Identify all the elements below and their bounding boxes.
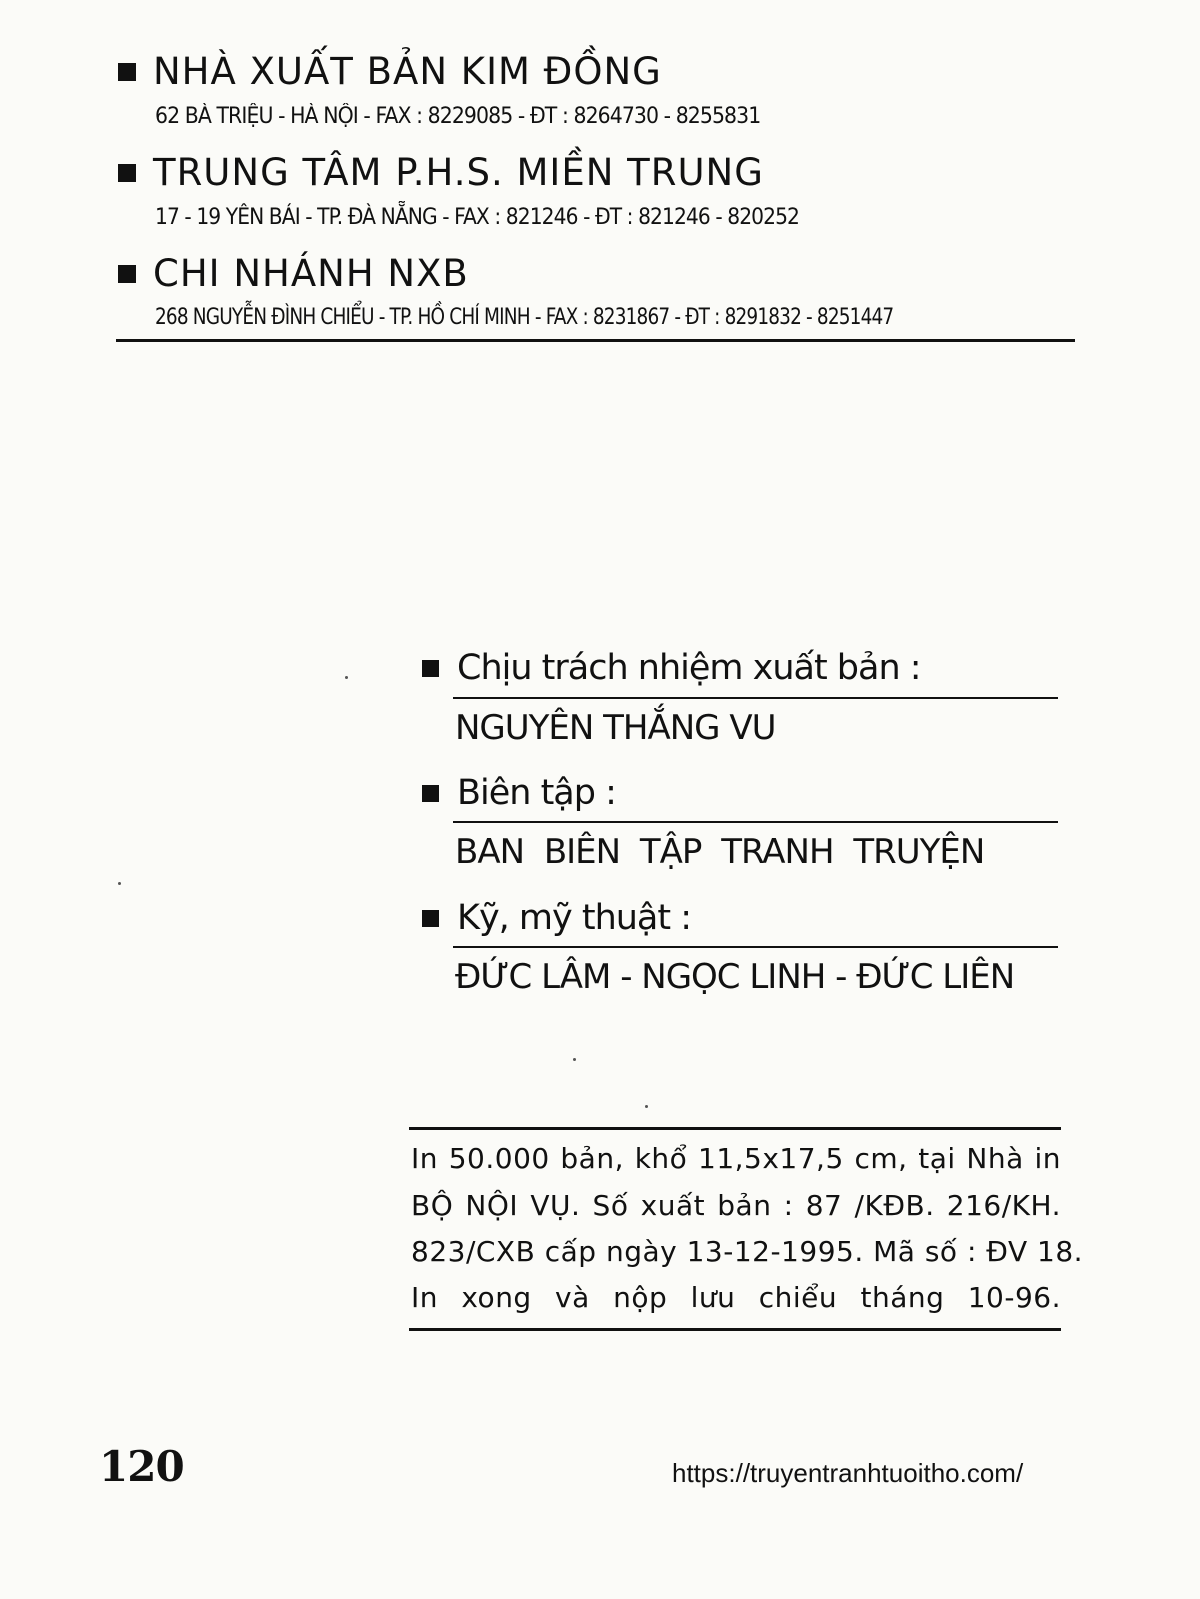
- publisher-address: 17 - 19 YÊN BÁI - TP. ĐÀ NẴNG - FAX : 821246 - ĐT : 821246 - 820252: [155, 205, 799, 230]
- credit-value: NGUYÊN THẮNG VU: [455, 708, 776, 748]
- printing-divider-bottom: [409, 1328, 1061, 1331]
- square-bullet-icon: [118, 63, 136, 81]
- credit-heading-art: [422, 898, 691, 938]
- credit-label: Biên tập :: [457, 773, 616, 813]
- credit-value: BAN BIÊN TẬP TRANH TRUYỆN: [455, 832, 985, 872]
- publisher-heading-mien-trung: [118, 151, 764, 194]
- publisher-address: 268 NGUYỄN ĐÌNH CHIỂU - TP. HỒ CHÍ MINH - FAX : 8231867 - ĐT : 8291832 - 8251447: [155, 305, 894, 330]
- credit-label: Kỹ, mỹ thuật :: [457, 898, 692, 938]
- square-bullet-icon: [422, 910, 439, 927]
- square-bullet-icon: [422, 660, 439, 677]
- publisher-name: CHI NHÁNH NXB: [153, 252, 469, 295]
- section-divider: [116, 339, 1075, 342]
- publisher-name: TRUNG TÂM P.H.S. MIỀN TRUNG: [153, 151, 764, 194]
- square-bullet-icon: [422, 785, 439, 802]
- publisher-heading-kim-dong: [118, 50, 662, 93]
- printing-line: In 50.000 bản, khổ 11,5x17,5 cm, tại Nhà in: [411, 1142, 1061, 1175]
- printing-divider-top: [409, 1127, 1061, 1130]
- printing-line: In xong và nộp lưu chiểu tháng 10-96.: [411, 1281, 1061, 1314]
- scan-speck: [573, 1058, 576, 1061]
- publisher-heading-chi-nhanh: [118, 252, 469, 295]
- source-url: https://truyentranhtuoitho.com/: [672, 1458, 1024, 1488]
- publisher-address: 62 BÀ TRIỆU - HÀ NỘI - FAX : 8229085 - ĐT : 8264730 - 8255831: [155, 104, 761, 129]
- square-bullet-icon: [118, 265, 136, 283]
- credit-label: Chịu trách nhiệm xuất bản :: [457, 648, 921, 688]
- square-bullet-icon: [118, 164, 136, 182]
- credit-underline: [453, 821, 1058, 823]
- scan-speck: [118, 882, 121, 885]
- credit-heading-responsible: [422, 648, 921, 688]
- credit-value: ĐỨC LÂM - NGỌC LINH - ĐỨC LIÊN: [455, 957, 1015, 997]
- credit-underline: [453, 697, 1058, 699]
- page-number: 120: [99, 1442, 184, 1491]
- scan-speck: [645, 1105, 648, 1108]
- printing-line: BỘ NỘI VỤ. Số xuất bản : 87 /KĐB. 216/KH.: [411, 1189, 1061, 1222]
- credit-heading-editor: [422, 773, 616, 813]
- credit-underline: [453, 946, 1058, 948]
- scan-speck: [345, 676, 348, 679]
- printing-line: 823/CXB cấp ngày 13-12-1995. Mã số : ĐV 18.: [411, 1235, 1084, 1268]
- publisher-name: NHÀ XUẤT BẢN KIM ĐỒNG: [153, 50, 662, 93]
